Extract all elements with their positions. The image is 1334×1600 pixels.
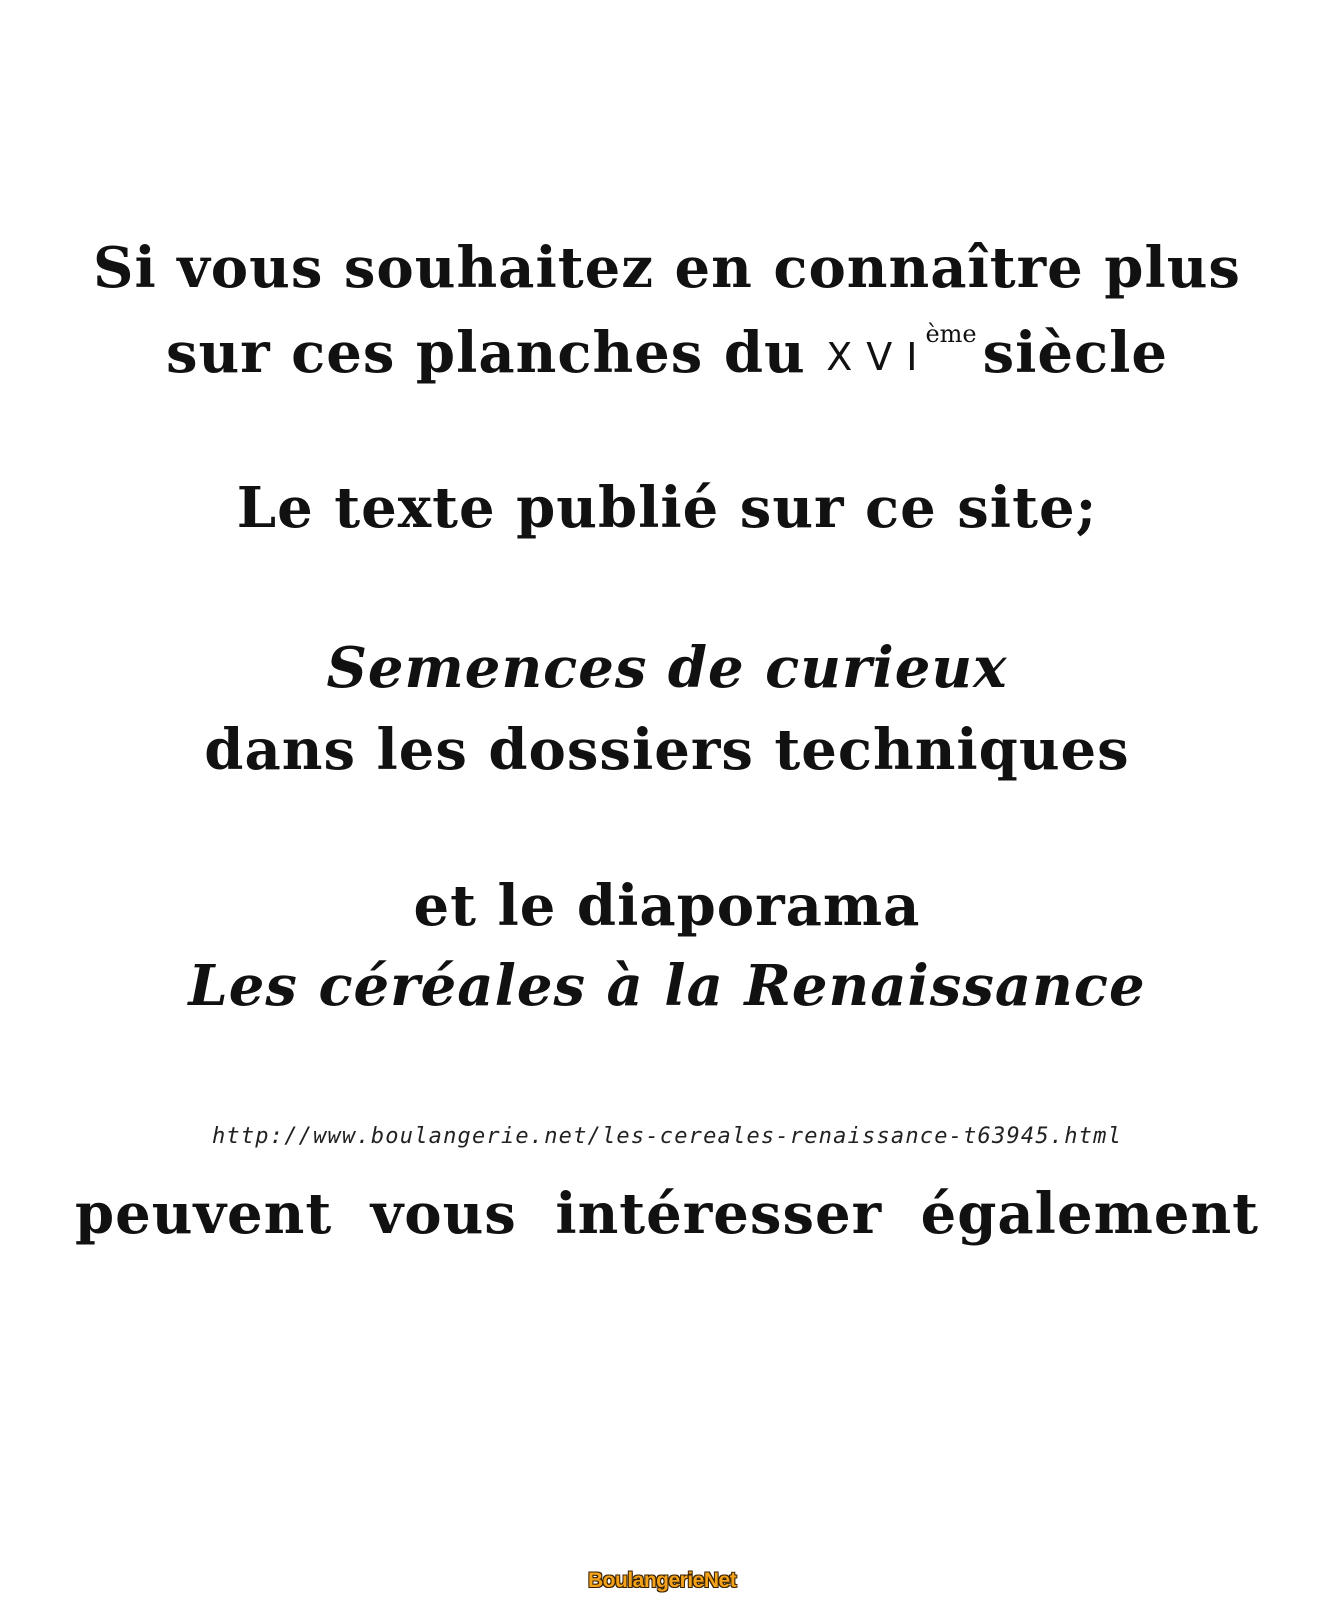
source-url-link[interactable]: http://www.boulangerie.net/les-cereales-renaissance-t63945.html: [211, 1124, 1123, 1149]
diaporama-line: et le diaporama: [413, 873, 921, 939]
intro-line-2-suffix: siècle: [982, 320, 1169, 386]
dossiers-line: dans les dossiers techniques: [204, 717, 1130, 783]
cereales-title: Les céréales à la Renaissance: [188, 953, 1146, 1019]
intro-line-2: [0, 320, 1334, 386]
boulangerienet-logo: BoulangerieNet: [584, 1568, 740, 1594]
closing-line: peuvent vous intéresser également: [74, 1181, 1260, 1247]
text-published-line: Le texte publié sur ce site;: [236, 475, 1098, 541]
century-roman-numeral: XVI: [826, 335, 932, 379]
intro-line-2-prefix: sur ces planches du: [165, 320, 806, 386]
semences-title: Semences de curieux: [326, 635, 1008, 701]
century-superscript: ème: [925, 320, 977, 348]
intro-line-1: Si vous souhaitez en connaître plus: [93, 235, 1241, 301]
